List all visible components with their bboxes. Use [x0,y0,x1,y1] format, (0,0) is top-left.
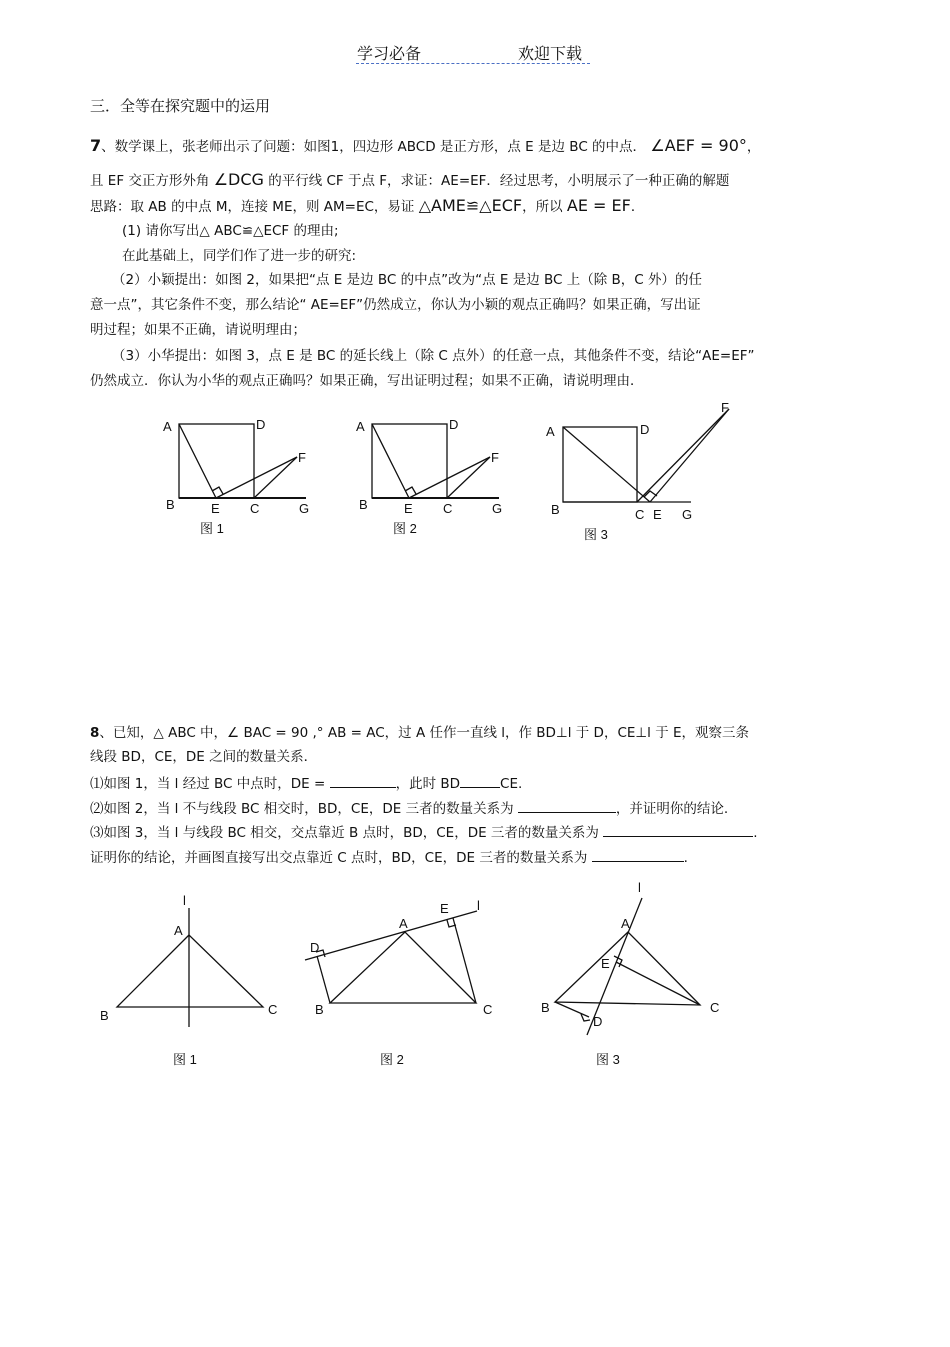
header-dashed-underline [356,63,590,64]
q7-angle-dcg: ∠DCG [213,170,264,189]
segment-ef [216,457,297,498]
q8-p2-a: ⑵如图 2，当 l 不与线段 BC 相交时，BD，CE，DE 三者的数量关系为 [90,801,514,817]
q7-line-3 [90,196,644,217]
segment-bd [555,1002,589,1017]
label-f: F [491,450,499,465]
label-g: G [299,501,310,516]
caption: 图 1 [200,521,224,536]
label-e: E [440,901,449,916]
q8-part-3 [90,821,758,843]
q8-p4-b: . [683,850,688,866]
label-d: D [640,422,650,437]
label-e: E [404,501,413,516]
label-a: A [356,419,365,434]
label-c: C [635,507,645,522]
q8-p3-a: ⑶如图 3，当 l 与线段 BC 相交，交点靠近 B 点时，BD，CE，DE 三者的数量关系为 [90,825,599,841]
q7-angle-aef: ∠AEF = 90° [650,136,747,155]
q7-sub1: (1) 请你写出△ ABC≌△ECF 的理由; [122,223,339,239]
header-left: 学习必备 [357,44,422,63]
q7-sub3-b: 仍然成立．你认为小华的观点正确吗？如果正确，写出证明过程；如果不正确，请说明理由． [90,373,644,389]
label-d: D [449,417,459,432]
segment-cf [447,457,490,498]
q8-p2-b: ，并证明你的结论. [615,801,729,817]
q8-figure-2 [300,890,510,1080]
label-a: A [546,424,555,439]
q7-line-1 [90,136,760,157]
q7-figure-1 [150,400,330,550]
q8-part-1 [90,772,522,794]
q7-number: 7 [90,136,102,155]
q8-p4-a: 证明你的结论，并画图直接写出交点靠近 C 点时，BD，CE，DE 三者的数量关系为 [90,850,588,866]
q7-line-2 [90,170,729,191]
q7-sub1b: 在此基础上，同学们作了进一步的研究: [122,248,357,264]
segment-ef [650,409,729,502]
label-e: E [601,956,610,971]
q8-figure-3 [530,880,740,1080]
answer-blank-relation-2[interactable] [518,797,616,813]
square-abcd [563,427,637,502]
q8-part-2 [90,797,728,819]
line-l [305,911,477,960]
segment-cf [254,457,297,498]
label-f: F [298,450,306,465]
answer-blank-relation-3[interactable] [603,821,753,837]
answer-blank-bd-ce[interactable] [460,772,500,788]
q8-line-1 [90,723,749,743]
answer-blank-de[interactable] [330,772,396,788]
segment-ce [453,918,476,1003]
q8-p1-b: ，此时 BD [395,776,461,792]
label-e: E [653,507,662,522]
label-a: A [174,923,183,938]
label-a: A [621,916,630,931]
label-b: B [551,502,560,517]
q8-p1-c: CE. [500,776,523,792]
segment-ef [409,457,490,498]
q8-p3-b: . [753,825,758,841]
q8-part-4 [90,846,688,868]
label-b: B [100,1008,109,1023]
label-f: F [721,400,729,415]
label-c: C [483,1002,493,1017]
q7-text-2b: 的平行线 CF 于点 F，求证：AE=EF．经过思考，小明展示了一种正确的解题 [268,173,730,189]
label-b: B [359,497,368,512]
q7-sub2-c: 明过程；如果不正确，请说明理由； [90,322,306,338]
square-abcd [372,424,447,498]
label-b: B [541,1000,550,1015]
label-d: D [310,940,320,955]
segment-ae [372,424,409,498]
label-a: A [399,916,408,931]
q7-text-1a: 、数学课上，张老师出示了问题：如图1，四边形 ABCD 是正方形，点 E 是边 BC 的中点． [101,139,647,155]
q7-text-3b: ，所以 [522,199,563,215]
label-l: l [183,893,186,908]
q7-text-3a: 思路：取 AB 的中点 M，连接 ME，则 AM=EC，易证 [90,199,415,215]
label-b: B [315,1002,324,1017]
q7-figure-3 [540,395,740,545]
segment-ae [179,424,216,498]
triangle-abc [330,932,476,1003]
q7-sub3-a: （3）小华提出：如图 3，点 E 是 BC 的延长线上（除 C 点外）的任意一点，其他条件不变，结论“AE=EF” [112,348,755,364]
label-l: l [477,898,480,913]
label-d: D [256,417,266,432]
q8-text-1: 、已知，△ ABC 中，∠ BAC = 90 ,° AB = AC，过 A 任作一直线 l，作 BD⊥l 于 D，CE⊥l 于 E，观察三条 [99,725,750,741]
segment-ce [616,962,700,1005]
answer-blank-relation-4[interactable] [592,846,684,862]
section-title: 三．全等在探究题中的运用 [90,97,271,115]
label-g: G [682,507,693,522]
segment-bd [317,956,330,1003]
square-abcd [179,424,254,498]
label-c: C [710,1000,720,1015]
label-e: E [211,501,220,516]
label-g: G [492,501,503,516]
caption: 图 3 [584,527,608,542]
q7-sub2-a: （2）小颖提出：如图 2，如果把“点 E 是边 BC 的中点”改为“点 E 是边 BC 上（除 B，C 外）的任 [112,272,703,288]
q8-figure-1 [95,890,295,1080]
header-right: 欢迎下载 [518,44,583,63]
q7-text-2a: 且 EF 交正方形外角 [90,173,210,189]
triangle-abc [117,935,263,1007]
q7-text-3c: ． [630,199,645,215]
q7-congruent: △AME≌△ECF [418,196,523,215]
q7-comma: ， [746,139,761,155]
label-c: C [268,1002,278,1017]
label-a: A [163,419,172,434]
label-d: D [593,1014,603,1029]
caption: 图 1 [173,1052,197,1067]
q8-number: 8 [90,725,100,741]
q8-line-2: 线段 BD，CE，DE 之间的数量关系． [90,749,318,765]
q7-figure-2 [343,400,523,550]
q7-sub2-b: 意一点”，其它条件不变，那么结论“ AE=EF”仍然成立，你认为小颖的观点正确吗？如果正确，写出证 [90,297,701,313]
caption: 图 2 [380,1052,404,1067]
label-c: C [443,501,453,516]
label-l: l [638,880,641,895]
caption: 图 3 [596,1052,620,1067]
label-c: C [250,501,260,516]
segment-cf [637,409,729,502]
label-b: B [166,497,175,512]
caption: 图 2 [393,521,417,536]
q7-conclusion: AE = EF [566,196,631,215]
q8-p1-a: ⑴如图 1，当 l 经过 BC 中点时，DE = [90,776,326,792]
